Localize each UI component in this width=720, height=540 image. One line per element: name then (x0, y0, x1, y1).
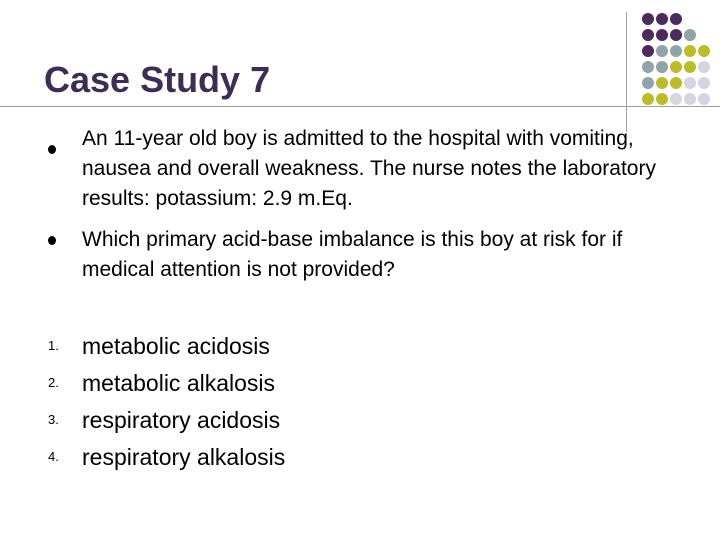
dot (642, 77, 654, 89)
dot (642, 29, 654, 41)
dot (684, 45, 696, 57)
option-number: 2. (48, 375, 59, 390)
case-question: Which primary acid-base imbalance is this boy at risk for if medical attention is not provided? (82, 228, 623, 281)
option-text: metabolic alkalosis (82, 370, 276, 396)
dot (656, 13, 668, 25)
dot (656, 29, 668, 41)
page-title: Case Study 7 (44, 59, 271, 100)
dot (698, 93, 710, 105)
dot (670, 29, 682, 41)
dot (670, 45, 682, 57)
option-text: metabolic acidosis (82, 333, 270, 359)
dot (684, 61, 696, 73)
dot (642, 93, 654, 105)
dot (642, 45, 654, 57)
dot (684, 93, 696, 105)
dot (642, 13, 654, 25)
dot (642, 61, 654, 73)
dot (684, 77, 696, 89)
dot (656, 45, 668, 57)
decorative-dot-grid (641, 12, 713, 112)
option-number: 4. (48, 449, 59, 464)
option-number: 1. (48, 338, 59, 353)
bullet-marker (48, 145, 56, 154)
dot (698, 45, 710, 57)
option-text: respiratory alkalosis (82, 444, 286, 470)
dot (656, 77, 668, 89)
title-divider (0, 106, 720, 107)
dot (656, 93, 668, 105)
dot (670, 93, 682, 105)
dot (670, 13, 682, 25)
bullet-marker (48, 236, 56, 245)
dot (670, 61, 682, 73)
dot (684, 29, 696, 41)
option-number: 3. (48, 412, 59, 427)
dot (656, 61, 668, 73)
dot (698, 61, 710, 73)
case-description: An 11-year old boy is admitted to the hospital with vomiting, nausea and overall weakness. The nurse notes the laboratory results: potassium: 2.9 m.Eq. (82, 127, 656, 210)
dot (670, 77, 682, 89)
option-text: respiratory acidosis (82, 407, 281, 433)
dot (698, 77, 710, 89)
vertical-divider (626, 12, 627, 132)
